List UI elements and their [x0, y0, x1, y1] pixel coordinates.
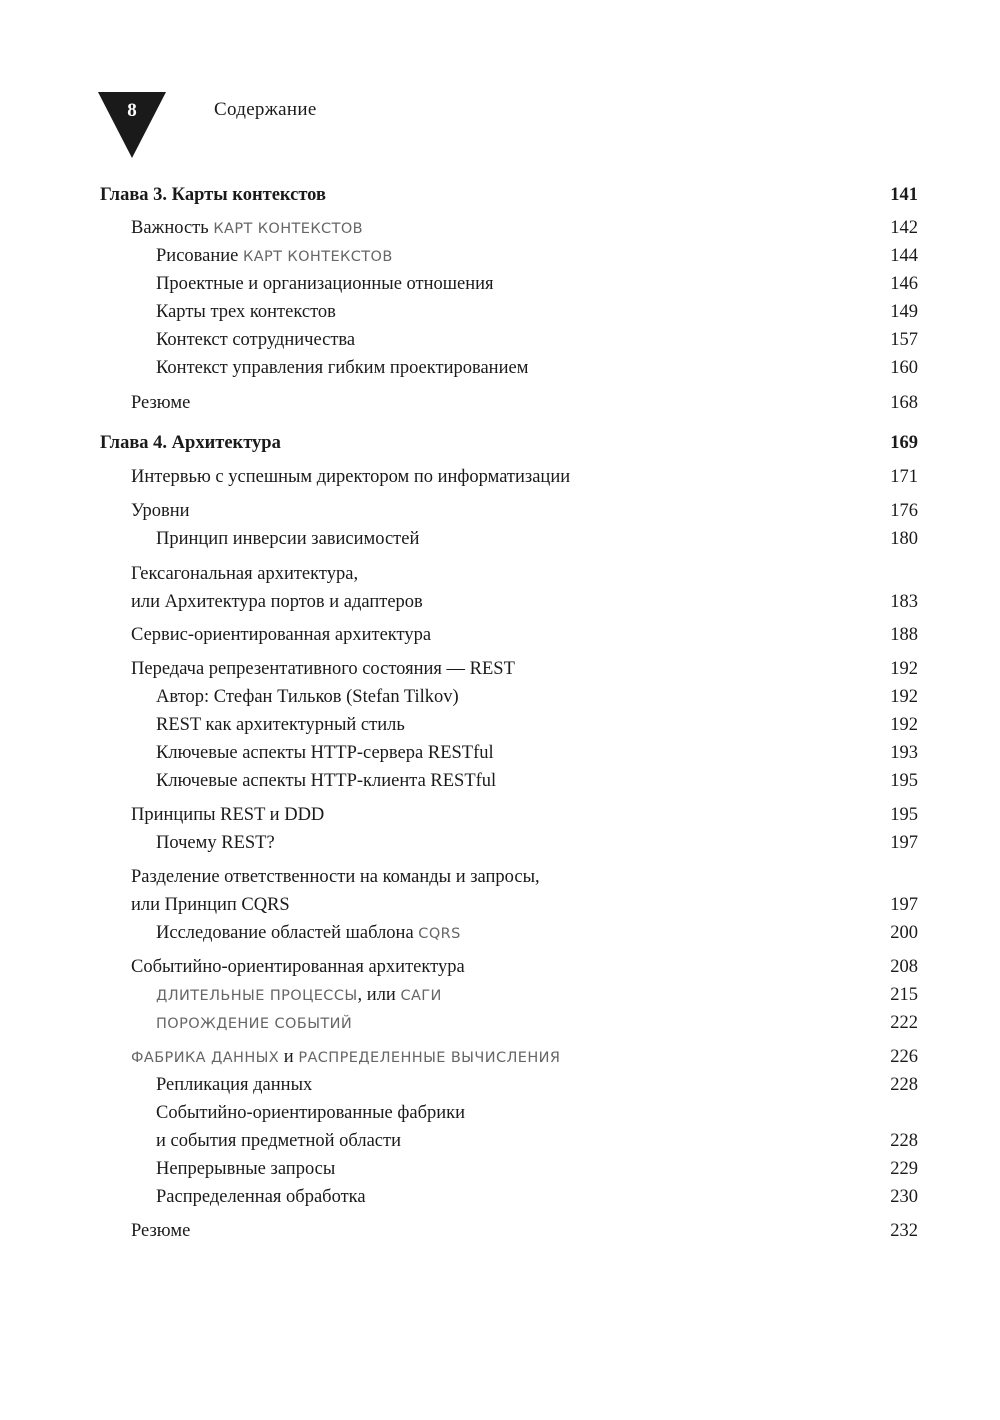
toc-entry-title — [131, 863, 540, 891]
toc-entry-title — [131, 1217, 190, 1245]
toc-entry-title — [156, 767, 496, 795]
toc-title-part: Интервью с успешным директором по информатизации — [131, 467, 571, 487]
toc-title-part: Непрерывные запросы — [156, 1159, 336, 1179]
toc-entry-title — [131, 891, 290, 919]
toc-entry[interactable] — [156, 354, 918, 382]
toc-title-part: Передача репрезентативного состояния — REST — [131, 659, 515, 679]
page-header — [98, 92, 798, 162]
toc-entry-title — [156, 1127, 401, 1155]
toc-entry[interactable] — [131, 863, 918, 891]
toc-entry[interactable] — [156, 1127, 918, 1155]
toc-title-part: Контекст сотрудничества — [156, 330, 356, 350]
toc-entry-title — [156, 829, 275, 857]
toc-title-part: CQRS — [418, 926, 461, 942]
toc-title-part: Уровни — [131, 501, 190, 521]
toc-page-number: 200 — [890, 923, 918, 943]
toc-chapter[interactable] — [100, 429, 918, 457]
toc-entry[interactable] — [156, 767, 918, 795]
toc-title-part: ПОРОЖДЕНИЕ СОБЫТИЙ — [156, 1016, 353, 1032]
toc-entry[interactable] — [131, 891, 918, 919]
toc-page-number: 188 — [890, 625, 918, 645]
toc-entry-title — [156, 525, 419, 553]
toc-entry-title — [156, 1009, 352, 1038]
toc-title-part: Автор: Стефан Тильков (Stefan Tilkov) — [156, 687, 459, 707]
toc-title-part: Ключевые аспекты HTTP-клиента RESTful — [156, 771, 497, 791]
toc-entry[interactable] — [156, 326, 918, 354]
toc-title-part: и события предметной области — [156, 1131, 401, 1151]
toc-entry-title — [100, 181, 326, 209]
toc-title-part: Рисование — [156, 246, 243, 266]
toc-page-number: 192 — [890, 687, 918, 707]
toc-title-part: Разделение ответственности на команды и запросы, — [131, 867, 540, 887]
toc-page-number: 146 — [890, 274, 918, 294]
toc-entry-title — [131, 560, 358, 588]
toc-entry-title — [156, 711, 405, 739]
toc-entry-title — [156, 1183, 366, 1211]
toc-title-part: ФАБРИКА ДАННЫХ — [131, 1050, 280, 1066]
toc-entry[interactable] — [131, 214, 918, 243]
toc-entry-title — [156, 739, 494, 767]
toc-title-part: Исследование областей шаблона — [156, 923, 419, 943]
toc-page-number: 157 — [890, 330, 918, 350]
toc-entry-title — [156, 298, 336, 326]
toc-entry[interactable] — [131, 953, 918, 981]
toc-entry-title — [131, 1043, 560, 1072]
toc-entry-title — [156, 981, 442, 1010]
toc-page-number: 232 — [890, 1221, 918, 1241]
toc-page-number: 176 — [890, 501, 918, 521]
toc-entry-title — [156, 683, 459, 711]
toc-title-part: Важность — [131, 218, 214, 238]
toc-title-part: Принцип инверсии зависимостей — [156, 529, 420, 549]
toc-title-part: или Архитектура портов и адаптеров — [131, 592, 423, 612]
toc-entry[interactable] — [156, 1099, 918, 1127]
toc-entry-title — [131, 621, 431, 649]
toc-page-number: 160 — [890, 358, 918, 378]
toc-page-number: 168 — [890, 393, 918, 413]
toc-entry-title — [131, 463, 570, 491]
toc-title-part: Резюме — [131, 393, 191, 413]
toc-page-number: 229 — [890, 1159, 918, 1179]
toc-title-part: Ключевые аспекты HTTP-сервера RESTful — [156, 743, 494, 763]
toc-chapter[interactable] — [100, 181, 918, 209]
toc-page-number: 197 — [890, 833, 918, 853]
toc-entry-title — [156, 919, 461, 948]
toc-page-number: 192 — [890, 659, 918, 679]
toc-title-part: Резюме — [131, 1221, 191, 1241]
toc-title-part: РАСПРЕДЕЛЕННЫЕ ВЫЧИСЛЕНИЯ — [298, 1050, 561, 1066]
toc-page-number: 215 — [890, 985, 918, 1005]
toc-title-part: , или — [357, 985, 401, 1005]
toc-page-number: 144 — [890, 246, 918, 266]
toc-page-number: 228 — [890, 1075, 918, 1095]
toc-page-number: 230 — [890, 1187, 918, 1207]
toc-title-part: Почему REST? — [156, 833, 275, 853]
toc-page-number: 195 — [890, 805, 918, 825]
toc-entry[interactable] — [156, 829, 918, 857]
toc-page-number: 149 — [890, 302, 918, 322]
toc-page-number: 226 — [890, 1047, 918, 1067]
toc-entry-title — [156, 242, 393, 271]
toc-entry-title — [156, 270, 494, 298]
toc-entry[interactable] — [156, 1071, 918, 1099]
toc-title-part: КАРТ КОНТЕКСТОВ — [213, 221, 364, 237]
toc-entry[interactable] — [156, 1183, 918, 1211]
toc-title-part: Событийно-ориентированные фабрики — [156, 1103, 466, 1123]
toc-entry[interactable] — [131, 389, 918, 417]
toc-title-part: САГИ — [400, 988, 442, 1004]
toc-entry-title — [131, 389, 190, 417]
toc-page-number: 222 — [890, 1013, 918, 1033]
toc-entry[interactable] — [131, 588, 918, 616]
toc-page-number: 197 — [890, 895, 918, 915]
toc-entry-title — [131, 588, 423, 616]
toc-entry-title — [131, 214, 363, 243]
toc-page-number: 142 — [890, 218, 918, 238]
toc-page-number: 192 — [890, 715, 918, 735]
toc-entry[interactable] — [131, 497, 918, 525]
toc-entry[interactable] — [131, 655, 918, 683]
toc-entry-title — [100, 429, 281, 457]
toc-page-number: 195 — [890, 771, 918, 791]
toc-title-part: и — [279, 1047, 299, 1067]
toc-page-number: 180 — [890, 529, 918, 549]
toc-entry[interactable] — [131, 801, 918, 829]
toc-entry-title — [156, 354, 528, 382]
toc-entry[interactable] — [156, 711, 918, 739]
toc-entry-title — [156, 326, 355, 354]
toc-title-part: Контекст управления гибким проектированием — [156, 358, 529, 378]
toc-title-part: Событийно-ориентированная архитектура — [131, 957, 465, 977]
toc-entry[interactable] — [156, 525, 918, 553]
toc-entry[interactable] — [131, 560, 918, 588]
toc-page-number: 208 — [890, 957, 918, 977]
toc-title-part: Гексагональная архитектура, — [131, 564, 359, 584]
toc-entry-title — [131, 497, 190, 525]
toc-page-number: 169 — [890, 433, 918, 453]
toc-title-part: ДЛИТЕЛЬНЫЕ ПРОЦЕССЫ — [156, 988, 358, 1004]
toc-title-part: Распределенная обработка — [156, 1187, 366, 1207]
toc-title-part: Глава 3. Карты контекстов — [100, 185, 326, 205]
toc-entry[interactable] — [156, 270, 918, 298]
toc-entry[interactable] — [131, 1217, 918, 1245]
toc-entry[interactable] — [156, 242, 918, 271]
toc-title-part: или Принцип CQRS — [131, 895, 290, 915]
toc-title-part: REST как архитектурный стиль — [156, 715, 405, 735]
toc-entry[interactable] — [156, 298, 918, 326]
toc-entry[interactable] — [156, 739, 918, 767]
page-number: 8 — [127, 100, 137, 121]
toc-page-number: 193 — [890, 743, 918, 763]
toc-entry[interactable] — [156, 1155, 918, 1183]
toc-page-number: 141 — [890, 185, 918, 205]
toc-entry[interactable] — [156, 919, 918, 948]
toc-title-part: Проектные и организационные отношения — [156, 274, 494, 294]
toc-title-part: КАРТ КОНТЕКСТОВ — [243, 249, 393, 265]
toc-title-part: Репликация данных — [156, 1075, 313, 1095]
toc-entry-title — [131, 655, 515, 683]
toc-entry-title — [156, 1099, 465, 1127]
toc-title-part: Сервис-ориентированная архитектура — [131, 625, 432, 645]
toc-entry-title — [131, 953, 465, 981]
toc-page-number: 183 — [890, 592, 918, 612]
toc-entry[interactable] — [131, 621, 918, 649]
toc-page-number: 228 — [890, 1131, 918, 1151]
toc-entry[interactable] — [131, 1043, 918, 1072]
toc-entry[interactable] — [156, 981, 918, 1010]
running-title: Содержание — [214, 99, 317, 120]
toc-title-part: Принципы REST и DDD — [131, 805, 325, 825]
toc-entry[interactable] — [156, 683, 918, 711]
toc-title-part: Глава 4. Архитектура — [100, 433, 281, 453]
toc-title-part: Карты трех контекстов — [156, 302, 336, 322]
toc-page-number: 171 — [890, 467, 918, 487]
toc-entry-title — [131, 801, 324, 829]
toc-entry-title — [156, 1071, 312, 1099]
toc-entry-title — [156, 1155, 335, 1183]
toc-entry[interactable] — [131, 463, 918, 491]
toc-entry[interactable] — [156, 1009, 918, 1038]
